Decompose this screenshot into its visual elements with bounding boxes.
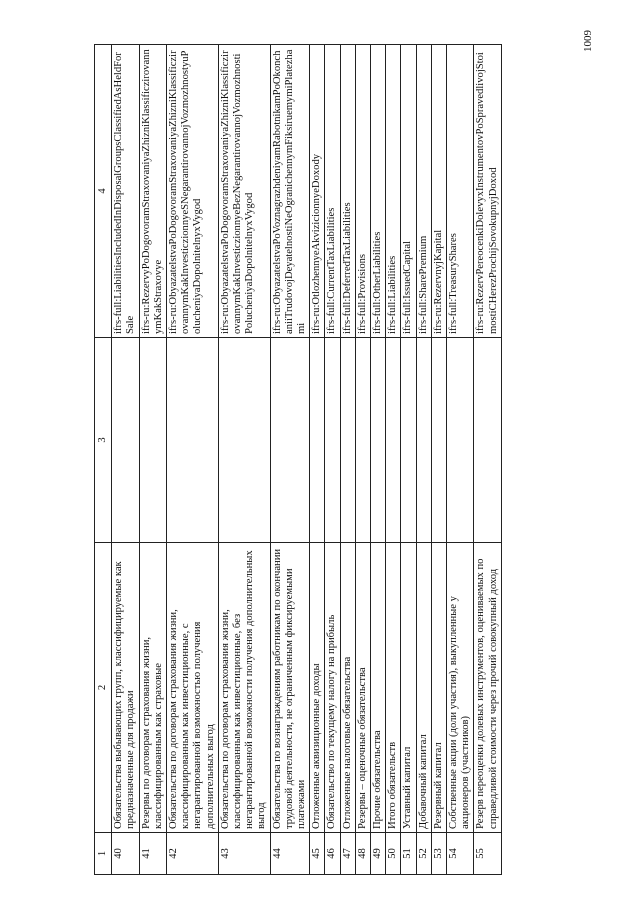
row-name: Добавочный капитал bbox=[416, 543, 431, 833]
row-number: 54 bbox=[447, 833, 474, 875]
row-code: ifrs-ru:ObyazatelstvaPoDogovoramStraxovaniyaZhizniKlassificzirovannymKakInvesticzionnyeBezNegarantirovannojVozmozhnostiPolucheniyaDopolnitelnyxVygod bbox=[218, 45, 270, 338]
row-col3 bbox=[340, 338, 355, 543]
row-number: 55 bbox=[474, 833, 501, 875]
row-col3 bbox=[447, 338, 474, 543]
row-code: ifrs-full:Provisions bbox=[355, 45, 370, 338]
row-code: ifrs-full:CurrentTaxLiabilities bbox=[325, 45, 340, 338]
row-col3 bbox=[401, 338, 416, 543]
row-name: Резервный капитал bbox=[431, 543, 446, 833]
row-number: 49 bbox=[371, 833, 386, 875]
row-name: Резерв переоценки долевых инструментов, оцениваемых по справедливой стоимости через прочий совокупный доход bbox=[474, 543, 501, 833]
table-row bbox=[167, 45, 219, 875]
taxonomy-table bbox=[94, 44, 502, 875]
row-name: Отложенные аквизиционные доходы bbox=[310, 543, 325, 833]
page-number bbox=[582, 28, 606, 68]
row-number: 46 bbox=[325, 833, 340, 875]
row-number: 53 bbox=[431, 833, 446, 875]
row-col3 bbox=[386, 338, 401, 543]
row-number: 44 bbox=[270, 833, 310, 875]
row-number: 42 bbox=[167, 833, 219, 875]
table-row bbox=[218, 45, 270, 875]
row-code: ifrs-full:OtherLiabilities bbox=[371, 45, 386, 338]
row-name: Прочие обязательства bbox=[371, 543, 386, 833]
row-number: 47 bbox=[340, 833, 355, 875]
table-row bbox=[112, 45, 139, 875]
row-number: 51 bbox=[401, 833, 416, 875]
row-number: 45 bbox=[310, 833, 325, 875]
row-code: ifrs-ru:RezervnyjKapital bbox=[431, 45, 446, 338]
table-row bbox=[139, 45, 166, 875]
rotated-table-container bbox=[94, 45, 564, 875]
row-number: 50 bbox=[386, 833, 401, 875]
row-name: Отложенные налоговые обязательства bbox=[340, 543, 355, 833]
row-code: ifrs-full:TreasuryShares bbox=[447, 45, 474, 338]
row-col3 bbox=[167, 338, 219, 543]
table-row bbox=[340, 45, 355, 875]
row-name: Уставный капитал bbox=[401, 543, 416, 833]
row-code: ifrs-full:IssuedCapital bbox=[401, 45, 416, 338]
row-code: ifrs-full:Liabilities bbox=[386, 45, 401, 338]
table-row bbox=[371, 45, 386, 875]
row-col3 bbox=[112, 338, 139, 543]
table-row bbox=[447, 45, 474, 875]
row-code: ifrs-ru:OtlozhennyeAkvizicionnyeDoxody bbox=[310, 45, 325, 338]
table-body bbox=[112, 45, 502, 875]
row-col3 bbox=[474, 338, 501, 543]
row-col3 bbox=[218, 338, 270, 543]
header-row bbox=[95, 45, 112, 875]
table-row bbox=[474, 45, 501, 875]
table-row bbox=[401, 45, 416, 875]
row-name: Обязательства по договорам страхования жизни, классифицированным как инвестиционные, с негарантированной возможностью получения дополнительных выгод bbox=[167, 543, 219, 833]
row-col3 bbox=[310, 338, 325, 543]
table-row bbox=[270, 45, 310, 875]
row-number: 43 bbox=[218, 833, 270, 875]
header-col-2: 2 bbox=[95, 543, 112, 833]
row-name: Обязательство по текущему налогу на прибыль bbox=[325, 543, 340, 833]
row-col3 bbox=[371, 338, 386, 543]
header-col-1: 1 bbox=[95, 833, 112, 875]
table-row bbox=[431, 45, 446, 875]
row-name: Обязательства по договорам страхования жизни, классифицированным как инвестиционные, без негарантированной возможности получения дополнительных выгод bbox=[218, 543, 270, 833]
table-row bbox=[310, 45, 325, 875]
row-col3 bbox=[139, 338, 166, 543]
row-code: ifrs-full:SharePremium bbox=[416, 45, 431, 338]
row-name: Резервы по договорам страхования жизни, классифицированным как страховые bbox=[139, 543, 166, 833]
row-code: ifrs-ru:RezervPereocenkiDolevyxInstrumentovPoSpravedlivojStoimostiCHerezProchijSovokupnyjDoxod bbox=[474, 45, 501, 338]
row-code: ifrs-ru:ObyazatelstvaPoDogovoramStraxovaniyaZhizniKlassificzirovannymKakInvesticzionnyeSNegarantirovannojVozmozhnostyuPolucheniyaDopolnitelnyxVygod bbox=[167, 45, 219, 338]
row-number: 48 bbox=[355, 833, 370, 875]
row-col3 bbox=[355, 338, 370, 543]
row-code: ifrs-ru:RezervyPoDogovoramStraxovaniyaZhizniKlassificzirovannymKakStraxovye bbox=[139, 45, 166, 338]
row-col3 bbox=[431, 338, 446, 543]
row-col3 bbox=[325, 338, 340, 543]
row-code: ifrs-ru:ObyazatelstvaPoVoznagrazhdeniyamRabotnikamPoOkonchaniiTrudovojDeyatelnostiNeOgranichennymFiksiruemymiPlatezhami bbox=[270, 45, 310, 338]
row-name: Резервы – оценочные обязательства bbox=[355, 543, 370, 833]
row-code: ifrs-full:LiabilitiesIncludedInDisposalGroupsClassifiedAsHeldForSale bbox=[112, 45, 139, 338]
row-name: Собственные акции (доли участия), выкупленные у акционеров (участников) bbox=[447, 543, 474, 833]
row-name: Обязательства выбывающих групп, классифицируемые как предназначенные для продажи bbox=[112, 543, 139, 833]
table-row bbox=[325, 45, 340, 875]
page-number-text: 1009 bbox=[582, 30, 594, 52]
row-number: 52 bbox=[416, 833, 431, 875]
row-col3 bbox=[270, 338, 310, 543]
row-code: ifrs-full:DeferredTaxLiabilities bbox=[340, 45, 355, 338]
header-col-3: 3 bbox=[95, 338, 112, 543]
table-row bbox=[355, 45, 370, 875]
table-row bbox=[416, 45, 431, 875]
header-col-4: 4 bbox=[95, 45, 112, 338]
row-col3 bbox=[416, 338, 431, 543]
row-name: Итого обязательств bbox=[386, 543, 401, 833]
table-row bbox=[386, 45, 401, 875]
row-number: 40 bbox=[112, 833, 139, 875]
row-number: 41 bbox=[139, 833, 166, 875]
row-name: Обязательства по вознаграждениям работникам по окончании трудовой деятельности, не ограниченным фиксируемыми платежами bbox=[270, 543, 310, 833]
